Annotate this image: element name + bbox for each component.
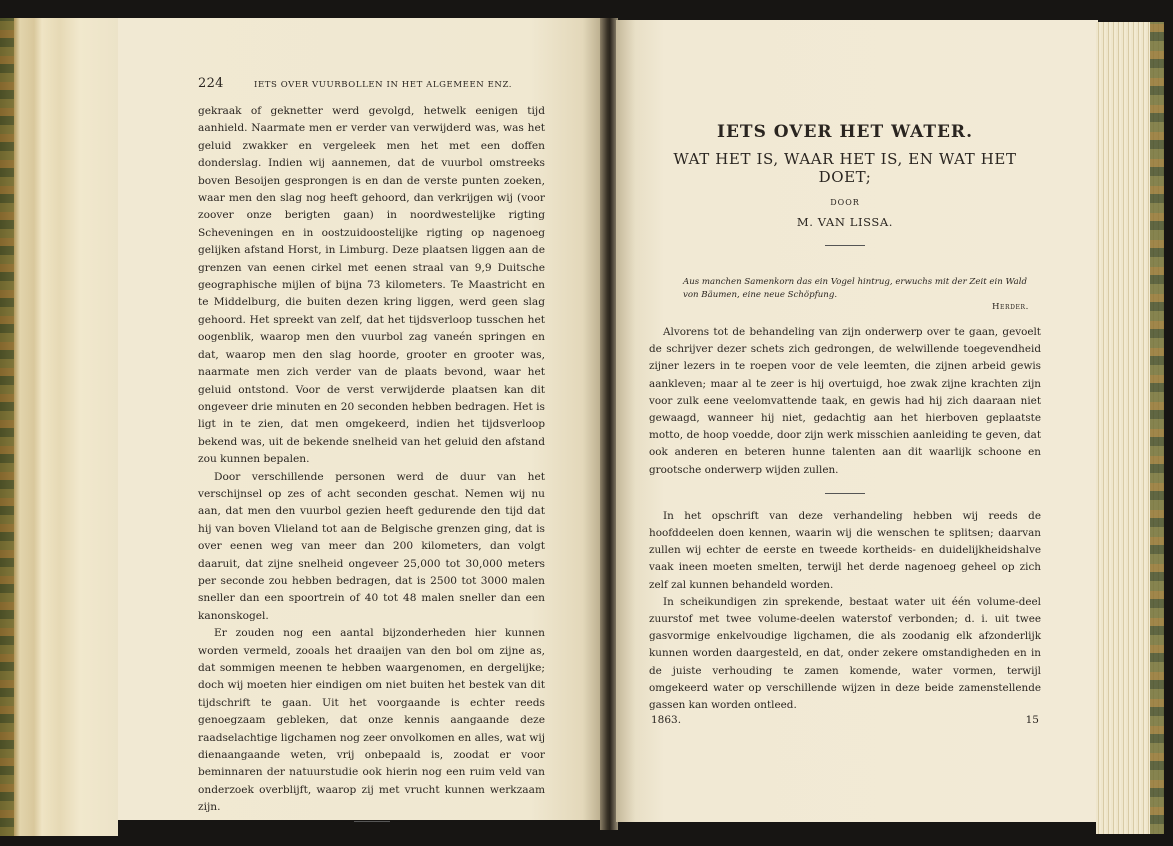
article-title: IETS OVER HET WATER. — [717, 122, 973, 142]
left-page-header — [198, 76, 545, 94]
title-rule — [825, 245, 865, 246]
right-page-text — [649, 122, 1041, 726]
epigraph: Aus manchen Samenkorn das ein Vogel hintrug, erwuchs mit der Zeit ein Wald von Bäumen, eine neue Schöpfung. — [683, 277, 1027, 300]
paragraph: Door verschillende personen werd de duur van het verschijnsel op zes of acht seconden geschat. Nemen wij nu aan, dat men den vuurbol gezien heeft gedurende den tijd dat hij van boven Vlieland tot aan de Belgische grenzen ging, dat is over eenen weg van meer dan 200 kilometers, dan volgt daaruit, dat zijne snelheid ongeveer 25,000 tot 30,000 meters per seconde zou hebben bedragen, dat is 2500 tot 3000 malen sneller dan een spoortrein of 40 tot 48 malen sneller dan een kanonskogel. — [198, 470, 545, 622]
left-page-text — [198, 76, 545, 822]
epigraph-author: Herder. — [991, 302, 1029, 312]
right-page-edges — [1096, 22, 1164, 834]
paragraph: In scheikundigen zin sprekende, bestaat water uit één volume-deel zuurstof met twee volume-deelen waterstof verbonden; d. i. uit twee gasvormige enkelvoudige ligchamen, die als zoodanig elk afzonderlijk kunnen worden daargesteld, en dat, onder zekere omstandigheden en in de juiste verhouding te zamen komende, water vormen, terwijl omgekeerd water op verschillende wijzen in deze beide zamenstellende gassen kan worden ontleed. — [649, 595, 1041, 712]
page-number: 224 — [198, 76, 224, 91]
paragraph: Er zouden nog een aantal bijzonderheden hier kunnen worden vermeld, zooals het draaijen van den bol om zijne as, dat sommigen meenen te hebben waargenomen, en dergelijke; doch wij moeten hier eindigen om niet buiten het bestek van dit tijdschrift te gaan. Uit het voorgaande is echter reeds genoegzaam gebleken, dat onze kennis aangaande deze raadselachtige ligchamen nog zeer onvolkomen en alles, wat wij dienaangaande weten, vrij onbepaald is, zoodat er voor beminnaren der natuurstudie ook hierin nog een ruim veld van onderzoek overblijft, waarop zij met vrucht kunnen werkzaam zijn. — [198, 627, 545, 814]
signature-mark: 15 — [1025, 714, 1039, 727]
paragraph: gekraak of geknetter werd gevolgd, hetwelk eenigen tijd aanhield. Naarmate men er verder van verwijderd was, was het geluid zwakker en vergeleek men het met een doffen donderslag. Indien wij aannemen, dat de vuurbol omstreeks boven Besoijen gesprongen is en dan de verste punten zoeken, waar men den slag nog heeft gehoord, dan verkrijgen wij (voor zoover onze berigten gaan) in noordwestelijke rigting Scheveningen en in oostzuidoostelijke rigting op nagenoeg gelijken afstand Horst, in Limburg. Deze plaatsen liggen aan de grenzen van eenen cirkel met eenen straal van 9,9 Duitsche geographische mijlen of bijna 73 kilometers. Te Maastricht en te Middelburg, die buiten dezen kring liggen, werd geen slag gehoord. Het spreekt van zelf, dat het tijdsverloop tusschen het oogenblik, waarop men den vuurbol zag vaneén springen en dat, waarop men den slag hoorde, grooter en grooter was, naarmate men zich verder van de plaats bevond, waar het geluid ontstond. Voor de verst verwijderde plaatsen kan dit ongeveer drie minuten en 20 seconden hebben bedragen. Het is ligt in te zien, dat men omgekeerd, indien het tijdsverloop bekend was, uit de bekende snelheid van het geluid den afstand zou kunnen bepalen. — [198, 105, 545, 466]
paragraph: In het opschrift van deze verhandeling hebben wij reeds de hoofddeelen doen kennen, waarin wij die wenschen te splitsen; daarvan zullen wij echter de eerste en tweede kortheids- en duidelijkheidshalve vaak ineen moeten smelten, terwijl het derde nagenoeg geheel op zich zelf zal kunnen behandeld worden. — [649, 509, 1041, 591]
section-rule — [354, 821, 390, 822]
running-head: IETS OVER VUURBOLLEN IN HET ALGEMEEN ENZ. — [254, 80, 513, 90]
section-rule — [825, 493, 865, 494]
left-page-edges — [0, 18, 118, 836]
footer-year: 1863. — [651, 714, 682, 727]
byline: DOOR — [830, 198, 860, 207]
page-footer — [649, 714, 1041, 726]
paragraph: Alvorens tot de behandeling van zijn onderwerp over te gaan, gevoelt de schrijver dezer schets zich gedrongen, de welwillende toegevendheid zijner lezers in te roepen voor de vele leemten, die zijnen arbeid gewis aankleven; maar al te zeer is hij overtuigd, hoe zwak zijne krachten zijn voor zulk eene veelomvattende taak, en gewis had hij zich daaraan niet gewaagd, wanneer hij niet, gedachtig aan het hierboven geplaatste motto, de hoop voedde, door zijn werk misschien aanleiding te geven, dat ook anderen en beteren hunne talenten aan dit waarlijk schoone en grootsche onderwerp wijden zullen. — [649, 326, 1041, 476]
article-subtitle: WAT HET IS, WAAR HET IS, EN WAT HET DOET; — [673, 150, 1017, 186]
author-name: M. VAN LISSA. — [796, 215, 894, 229]
